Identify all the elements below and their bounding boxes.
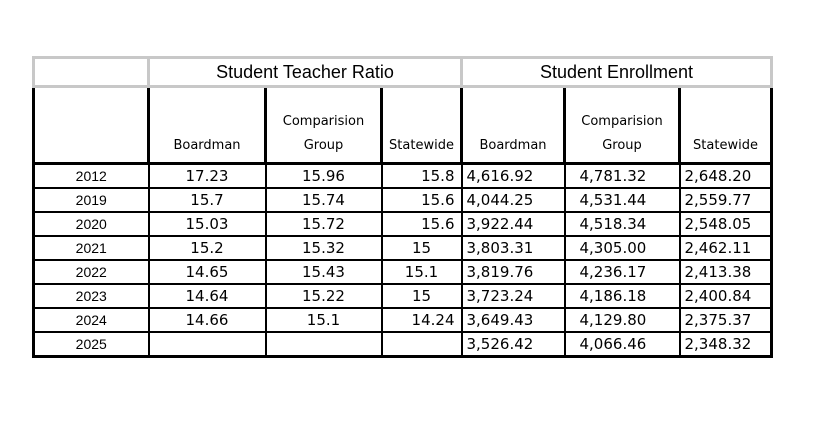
enroll-statewide-cell: 2,400.84	[680, 284, 772, 308]
enroll-statewide-cell: 2,648.20	[680, 164, 772, 189]
enroll-statewide-cell: 2,375.37	[680, 308, 772, 332]
column-header-label: Boardman	[173, 138, 241, 153]
enroll-boardman-cell: 3,819.76	[462, 260, 565, 284]
column-header-label: Comparision	[581, 114, 663, 129]
column-header-year	[34, 87, 149, 164]
table-row	[34, 308, 772, 332]
table-row	[34, 212, 772, 236]
year-cell: 2025	[34, 332, 149, 357]
enroll-group-cell: 4,129.80	[565, 308, 680, 332]
enroll-group-cell: 4,066.46	[565, 332, 680, 357]
enroll-statewide-cell: 2,413.38	[680, 260, 772, 284]
table-row	[34, 260, 772, 284]
year-cell: 2012	[34, 164, 149, 189]
ratio-group-cell: 15.74	[266, 188, 382, 212]
ratio-group-cell	[266, 332, 382, 357]
ratio-boardman-cell: 14.66	[149, 308, 266, 332]
enroll-boardman-cell: 3,649.43	[462, 308, 565, 332]
enroll-group-cell: 4,531.44	[565, 188, 680, 212]
enroll-boardman-cell: 4,616.92	[462, 164, 565, 189]
table-row	[34, 284, 772, 308]
ratio-statewide-cell: 15	[382, 284, 462, 308]
ratio-statewide-cell: 15.6	[382, 212, 462, 236]
enroll-statewide-cell: 2,548.05	[680, 212, 772, 236]
enroll-group-cell: 4,518.34	[565, 212, 680, 236]
ratio-boardman-cell	[149, 332, 266, 357]
ratio-group-cell: 15.1	[266, 308, 382, 332]
ratio-statewide-cell: 15	[382, 236, 462, 260]
table-row	[34, 164, 772, 189]
year-cell: 2023	[34, 284, 149, 308]
group-header-ratio: Student Teacher Ratio	[149, 58, 462, 87]
enroll-boardman-cell: 3,922.44	[462, 212, 565, 236]
ratio-group-cell: 15.72	[266, 212, 382, 236]
column-header-ratio-boardman	[149, 87, 266, 164]
ratio-group-cell: 15.43	[266, 260, 382, 284]
column-header-enroll-statewide	[680, 87, 772, 164]
ratio-statewide-cell: 15.1	[382, 260, 462, 284]
enroll-statewide-cell: 2,462.11	[680, 236, 772, 260]
column-header-label: Boardman	[479, 138, 547, 153]
group-header-enrollment: Student Enrollment	[462, 58, 772, 87]
enroll-group-cell: 4,236.17	[565, 260, 680, 284]
enroll-boardman-cell: 3,803.31	[462, 236, 565, 260]
year-cell: 2024	[34, 308, 149, 332]
ratio-statewide-cell	[382, 332, 462, 357]
ratio-boardman-cell: 15.7	[149, 188, 266, 212]
column-header-enroll-boardman	[462, 87, 565, 164]
ratio-statewide-cell: 15.6	[382, 188, 462, 212]
enroll-group-cell: 4,305.00	[565, 236, 680, 260]
ratio-boardman-cell: 15.2	[149, 236, 266, 260]
ratio-boardman-cell: 14.65	[149, 260, 266, 284]
ratio-group-cell: 15.22	[266, 284, 382, 308]
table-row	[34, 332, 772, 357]
enroll-group-cell: 4,781.32	[565, 164, 680, 189]
column-header-row	[34, 87, 772, 164]
column-header-enroll-comparison	[565, 87, 680, 164]
ratio-group-cell: 15.32	[266, 236, 382, 260]
year-cell: 2019	[34, 188, 149, 212]
ratio-statewide-cell: 15.8	[382, 164, 462, 189]
column-header-ratio-statewide	[382, 87, 462, 164]
table-row	[34, 188, 772, 212]
column-header-label: Statewide	[389, 138, 454, 153]
year-cell: 2021	[34, 236, 149, 260]
ratio-group-cell: 15.96	[266, 164, 382, 189]
ratio-boardman-cell: 15.03	[149, 212, 266, 236]
enroll-statewide-cell: 2,559.77	[680, 188, 772, 212]
table-row	[34, 236, 772, 260]
year-cell: 2020	[34, 212, 149, 236]
enroll-boardman-cell: 4,044.25	[462, 188, 565, 212]
enroll-group-cell: 4,186.18	[565, 284, 680, 308]
group-header-blank	[34, 58, 149, 87]
data-table	[32, 56, 773, 358]
ratio-statewide-cell: 14.24	[382, 308, 462, 332]
column-header-label: Comparision	[282, 114, 365, 129]
column-header-ratio-comparison	[266, 87, 382, 164]
enroll-statewide-cell: 2,348.32	[680, 332, 772, 357]
column-header-label: Group	[303, 138, 344, 153]
column-header-label: Statewide	[693, 138, 758, 153]
column-header-label: Group	[602, 138, 642, 153]
enroll-boardman-cell: 3,526.42	[462, 332, 565, 357]
enroll-boardman-cell: 3,723.24	[462, 284, 565, 308]
year-cell: 2022	[34, 260, 149, 284]
ratio-boardman-cell: 14.64	[149, 284, 266, 308]
group-header-row	[34, 58, 772, 87]
ratio-boardman-cell: 17.23	[149, 164, 266, 189]
